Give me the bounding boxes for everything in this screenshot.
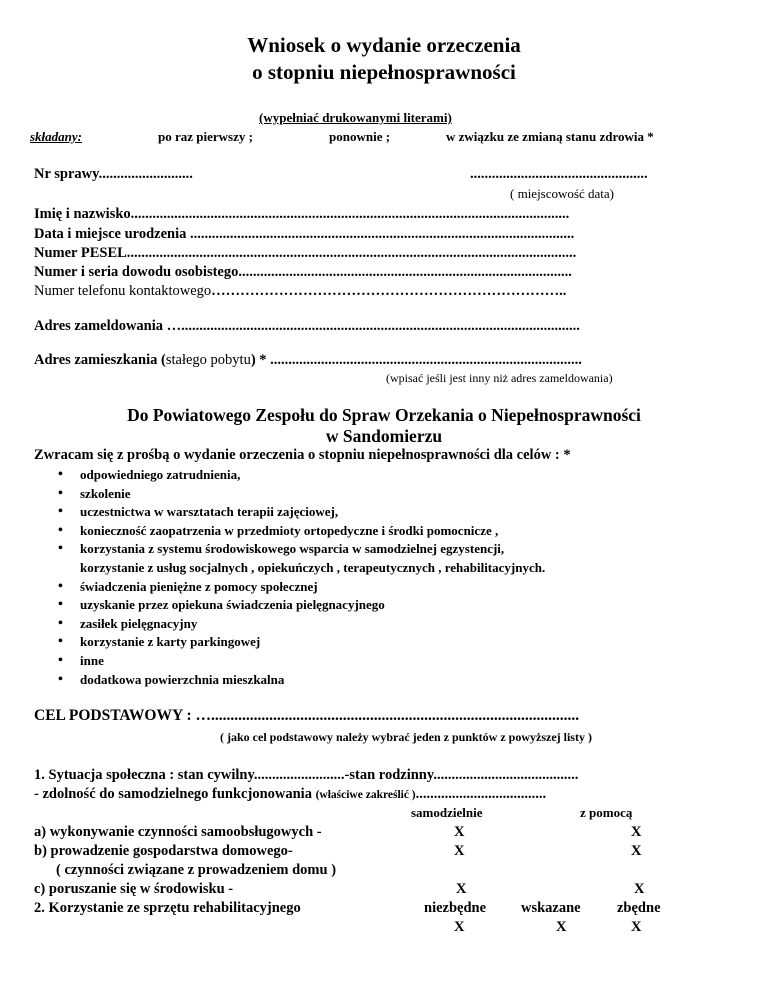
mark-household-help: X [631, 843, 642, 859]
place-date-field: ................................................. [470, 166, 648, 182]
case-number-field: Nr sprawy.......................... [34, 166, 193, 182]
pesel-field: Numer PESEL............................................................................................................................ [34, 245, 577, 261]
row-household: b) prowadzenie gospodarstwa domowego- [34, 843, 293, 859]
residence-label: Adres zamieszkania ( [34, 352, 166, 368]
main-goal-hint: ( jako cel podstawowy należy wybrać jeden z punktów z powyższej listy ) [220, 730, 592, 744]
birth-field: Data i miejsce urodzenia .......................................................................................................... [34, 226, 575, 242]
place-date-label: ( miejscowość data) [510, 186, 614, 201]
column-alone: samodzielnie [411, 805, 483, 820]
phone-label: Numer telefonu kontaktowego [34, 283, 212, 299]
phone-dots: ……………………………………………………………….. [211, 283, 567, 299]
list-item: • korzystanie z karty parkingowej [52, 633, 545, 652]
list-item: • uzyskanie przez opiekuna świadczenia pielęgnacyjnego [52, 596, 545, 615]
residence-note: stałego pobytu [165, 352, 251, 368]
submitted-label: składany: [30, 129, 82, 144]
main-goal-field: CEL PODSTAWOWY : …............................................................................................... [34, 707, 580, 724]
mark-mobility-help: X [634, 881, 645, 897]
row-mobility: c) poruszanie się w środowisku - [34, 881, 234, 897]
name-field: Imię i nazwisko......................................................................................................................... [34, 206, 570, 222]
registered-address-field: Adres zameldowania ….............................................................................................................. [34, 318, 580, 334]
row-self-care: a) wykonywanie czynności samoobsługowych - [34, 824, 322, 840]
fill-instruction: (wypełniać drukowanymi literami) [259, 110, 452, 125]
form-title-line2: o stopniu niepełnosprawności [252, 60, 516, 84]
list-item: • świadczenia pieniężne z pomocy społecznej [52, 578, 545, 597]
list-item: • dodatkowa powierzchnia mieszkalna [52, 671, 545, 690]
independence-dots: .................................... [415, 786, 547, 802]
rehab-equipment-label: 2. Korzystanie ze sprzętu rehabilitacyjnego [34, 900, 301, 916]
social-situation-field: 1. Sytuacja społeczna : stan cywilny.........................-stan rodzinny........................................ [34, 767, 579, 783]
list-item-continuation: korzystanie z usług socjalnych , opiekuńczych , terapeutycznych , rehabilitacyjnych. [80, 559, 546, 575]
independence-field [34, 786, 546, 803]
mark-mobility-alone: X [456, 881, 467, 897]
independence-label: - zdolność do samodzielnego funkcjonowania [34, 786, 316, 802]
independence-hint: (właściwe zakreślić ) [315, 789, 416, 801]
list-item: • szkolenie [52, 485, 545, 504]
residence-dots: ) * ...................................................................................... [250, 352, 582, 368]
request-intro: Zwracam się z prośbą o wydanie orzeczenia o stopniu niepełnosprawności dla celów : * [34, 447, 571, 463]
mark-unneeded: X [631, 919, 642, 935]
id-card-field: Numer i seria dowodu osobistego............................................................................................ [34, 264, 572, 280]
list-item: • zasiłek pielęgnacyjny [52, 615, 545, 634]
column-with-help: z pomocą [580, 805, 633, 820]
list-item: • inne [52, 652, 545, 671]
mark-household-alone: X [454, 843, 465, 859]
list-item: • odpowiedniego zatrudnienia, [52, 466, 545, 485]
purposes-list [52, 466, 545, 689]
mark-advised: X [556, 919, 567, 935]
addressee-line2: w Sandomierzu [325, 426, 443, 446]
option-again: ponownie ; [329, 129, 391, 144]
phone-field [34, 283, 566, 300]
column-advised: wskazane [521, 900, 581, 916]
mark-self-care-alone: X [454, 824, 465, 840]
option-first-time: po raz pierwszy ; [158, 129, 253, 144]
list-item: • konieczność zaopatrzenia w przedmioty ortopedyczne i środki pomocnicze , [52, 522, 545, 541]
mark-self-care-help: X [631, 824, 642, 840]
mark-needed: X [454, 919, 465, 935]
addressee-line1: Do Powiatowego Zespołu do Spraw Orzekania o Niepełnosprawności [127, 405, 641, 425]
residence-hint: (wpisać jeśli jest inny niż adres zameldowania) [386, 371, 613, 385]
list-item: • uczestnictwa w warsztatach terapii zajęciowej, [52, 503, 545, 522]
residence-address-field [34, 352, 582, 369]
option-health-change: w związku ze zmianą stanu zdrowia * [446, 129, 654, 144]
row-household-note: ( czynności związane z prowadzeniem domu ) [56, 862, 337, 878]
form-title-line1: Wniosek o wydanie orzeczenia [247, 33, 521, 57]
column-unneeded: zbędne [617, 900, 661, 916]
column-needed: niezbędne [424, 900, 487, 916]
list-item: • korzystania z systemu środowiskowego wsparcia w samodzielnej egzystencji, korzystanie z usług socjalnych , opiekuńczych , terapeutycznych , rehabilitacyjnych. [52, 540, 545, 577]
